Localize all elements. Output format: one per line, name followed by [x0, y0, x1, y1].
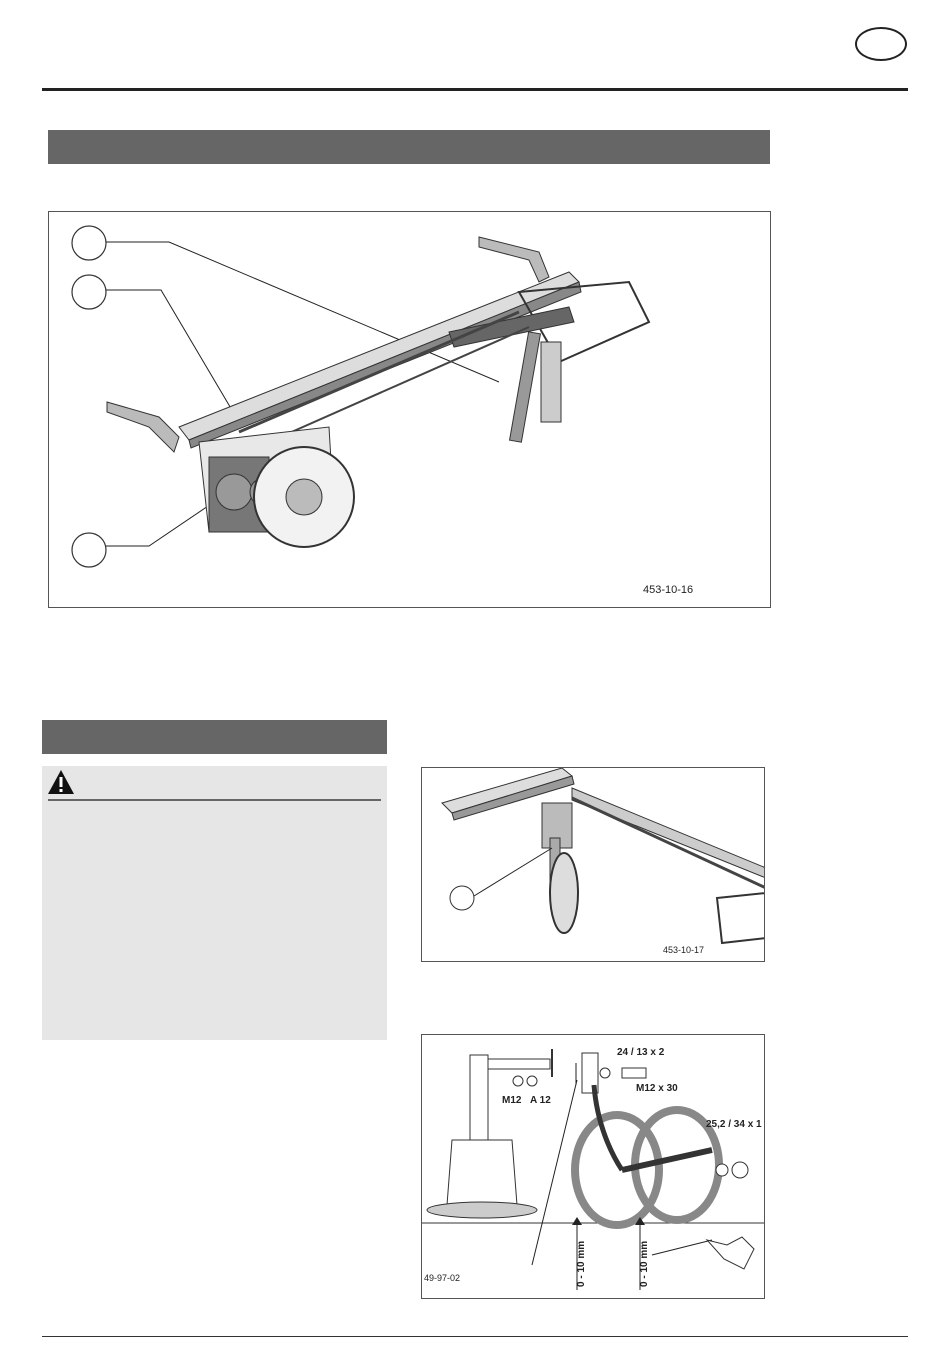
- label-nut: M12: [502, 1095, 522, 1106]
- warning-triangle-icon: [46, 768, 76, 796]
- label-washer-a: A 12: [530, 1095, 551, 1106]
- figure-wheel-adjustment: [421, 1034, 765, 1299]
- callout-fig2: [450, 886, 474, 910]
- callout-3: [72, 533, 106, 567]
- figure-code-2: 453-10-17: [663, 945, 705, 955]
- label-washer-right: 25,2 / 34 x 1: [706, 1119, 762, 1130]
- warning-divider: [48, 799, 381, 801]
- callout-2: [72, 275, 106, 309]
- figure-wheel-detail-drawing: [422, 768, 765, 962]
- header-rule: [42, 88, 908, 91]
- figure-rake-frame-drawing: [49, 212, 771, 608]
- section-title-bar-2: [42, 720, 387, 754]
- warning-box: [42, 766, 387, 1040]
- label-dim-left: 0 - 10 mm: [576, 1240, 587, 1287]
- label-dim-right: 0 - 10 mm: [639, 1240, 650, 1287]
- figure-code-3: 49-97-02: [424, 1273, 461, 1283]
- label-bolt: M12 x 30: [636, 1083, 678, 1094]
- figure-rake-frame-overview: [48, 211, 771, 608]
- footer-rule: [42, 1336, 908, 1337]
- label-washer-top: 24 / 13 x 2: [617, 1047, 665, 1058]
- language-badge: [855, 27, 907, 61]
- figure-wheel-adjustment-drawing: [422, 1035, 765, 1299]
- callout-1: [72, 226, 106, 260]
- section-title-bar: [48, 130, 770, 164]
- figure-code-1: 453-10-16: [643, 584, 694, 596]
- figure-wheel-detail: [421, 767, 765, 962]
